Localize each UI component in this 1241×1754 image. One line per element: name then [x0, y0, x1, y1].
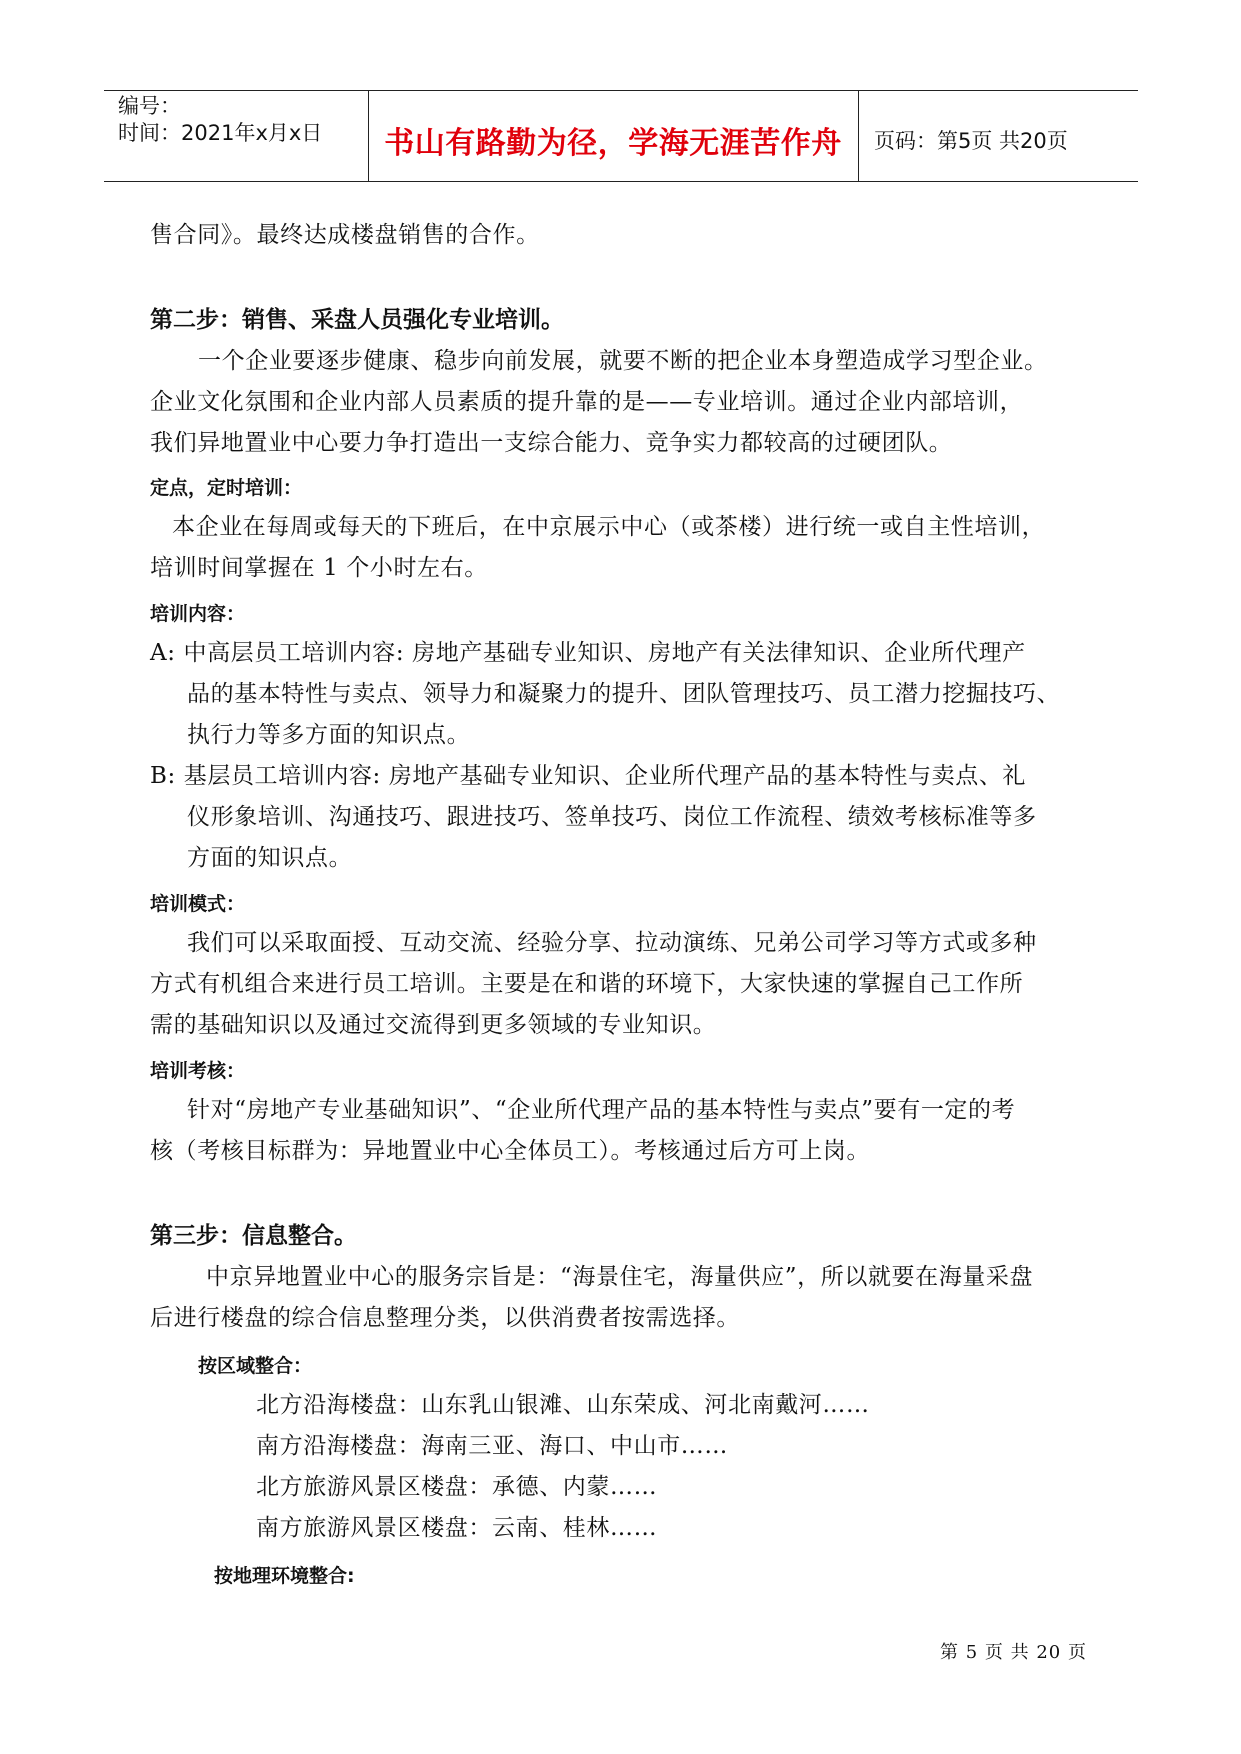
training-content-a-line: A: 中高层员工培训内容: 房地产基础专业知识、房地产有关法律知识、企业所代理产	[150, 640, 1026, 666]
training-assess-line: 针对“房地产专业基础知识”、“企业所代理产品的基本特性与卖点”要有一定的考	[187, 1097, 1016, 1123]
training-content-b-line: B: 基层员工培训内容: 房地产基础专业知识、企业所代理产品的基本特性与卖点、礼	[150, 763, 1027, 789]
fixed-training-heading: 定点，定时培训：	[150, 477, 303, 499]
step3-paragraph-line: 后进行楼盘的综合信息整理分类，以供消费者按需选择。	[150, 1305, 740, 1331]
step3-heading: 第三步：信息整合。	[150, 1223, 357, 1249]
step3-paragraph-line: 中京异地置业中心的服务宗旨是：“海景住宅，海量供应”，所以就要在海量采盘	[206, 1264, 1034, 1290]
training-content-b-line: 仪形象培训、沟通技巧、跟进技巧、签单技巧、岗位工作流程、绩效考核标准等多	[187, 804, 1037, 830]
step2-paragraph-line: 一个企业要逐步健康、稳步向前发展，就要不断的把企业本身塑造成学习型企业。	[198, 348, 1048, 374]
footer-page-number: 第 5 页 共 20 页	[940, 1642, 1087, 1663]
training-content-b-line: 方面的知识点。	[187, 845, 353, 871]
training-mode-line: 方式有机组合来进行员工培训。主要是在和谐的环境下，大家快速的掌握自己工作所	[150, 971, 1024, 997]
training-content-heading: 培训内容：	[150, 603, 246, 625]
header-motto: 书山有路勤为径，学海无涯苦作舟	[384, 126, 842, 161]
geo-heading: 按地理环境整合:	[214, 1565, 355, 1587]
step2-paragraph-line: 我们异地置业中心要力争打造出一支综合能力、竞争实力都较高的过硬团队。	[150, 430, 953, 456]
training-assess-heading: 培训考核：	[150, 1060, 246, 1082]
fixed-training-line: 培训时间掌握在 1 个小时左右。	[150, 555, 488, 581]
region-item: 北方沿海楼盘：山东乳山银滩、山东荣成、河北南戴河……	[256, 1392, 870, 1418]
training-content-a-line: 品的基本特性与卖点、领导力和凝聚力的提升、团队管理技巧、员工潜力挖掘技巧、	[187, 681, 1061, 707]
training-mode-line: 我们可以采取面授、互动交流、经验分享、拉动演练、兄弟公司学习等方式或多种	[187, 930, 1037, 956]
region-item: 北方旅游风景区楼盘：承德、内蒙……	[256, 1474, 658, 1500]
region-item: 南方旅游风景区楼盘：云南、桂林……	[256, 1515, 658, 1541]
region-heading: 按区域整合：	[198, 1355, 313, 1377]
fixed-training-line: 本企业在每周或每天的下班后，在中京展示中心（或茶楼）进行统一或自主性培训，	[172, 514, 1046, 540]
training-mode-heading: 培训模式：	[150, 893, 246, 915]
region-item: 南方沿海楼盘：海南三亚、海口、中山市……	[256, 1433, 728, 1459]
training-mode-line: 需的基础知识以及通过交流得到更多领域的专业知识。	[150, 1012, 717, 1038]
header-number-label: 编号：	[118, 94, 181, 118]
header-page-label: 页码：第5页 共20页	[874, 129, 1068, 153]
continued-line: 售合同》。最终达成楼盘销售的合作。	[150, 222, 540, 248]
header-divider	[858, 91, 859, 181]
step2-heading: 第二步：销售、采盘人员强化专业培训。	[150, 307, 564, 333]
training-assess-line: 核（考核目标群为：异地置业中心全体员工）。考核通过后方可上岗。	[150, 1138, 871, 1164]
page-header	[104, 90, 1138, 182]
header-time-label: 时间：2021年x月x日	[118, 121, 323, 145]
step2-paragraph-line: 企业文化氛围和企业内部人员素质的提升靠的是——专业培训。通过企业内部培训，	[150, 389, 1024, 415]
training-content-a-line: 执行力等多方面的知识点。	[187, 722, 471, 748]
